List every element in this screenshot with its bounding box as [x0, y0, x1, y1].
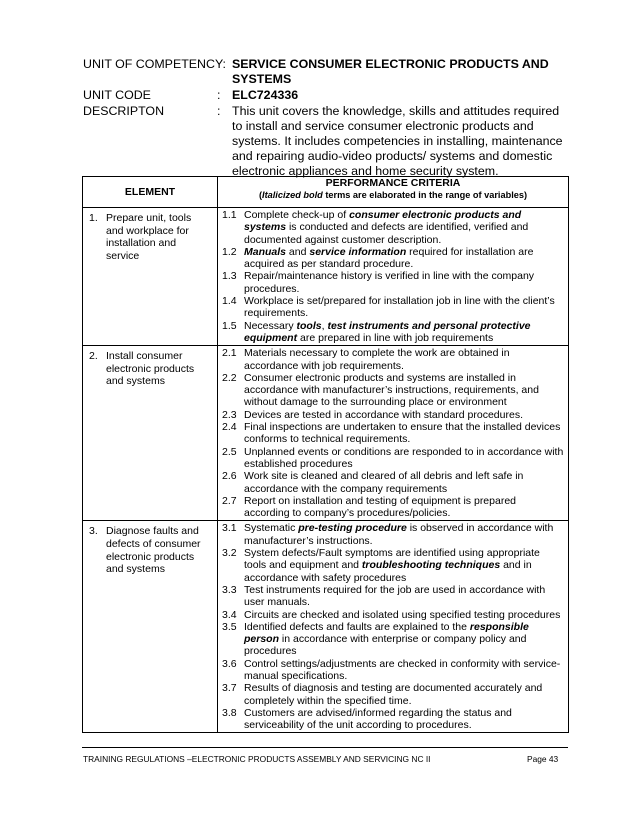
criterion-text: Test instruments required for the job are used in accordance with user manuals. [244, 583, 546, 609]
criterion-text: Manuals and service information required for installation are acquired as per standard procedure. [244, 245, 534, 271]
criteria-cell [218, 521, 569, 733]
footer-title: TRAINING REGULATIONS –ELECTRONIC PRODUCTS ASSEMBLY AND SERVICING NC II [83, 754, 431, 764]
criterion-item [222, 347, 564, 372]
element-cell [83, 346, 218, 521]
element-title: Diagnose faults and defects of consumer electronic products and systems [106, 525, 201, 576]
criterion-item [222, 547, 564, 584]
criterion-number: 3.2 [222, 547, 237, 560]
criterion-number: 3.8 [222, 706, 237, 719]
element-number: 3. [89, 525, 98, 538]
criterion-item [222, 421, 564, 446]
criterion-text: Necessary tools, test instruments and personal protective equipment are prepared in line with job requirements [244, 319, 531, 344]
criterion-number: 3.3 [222, 583, 237, 596]
criterion-text: Repair/maintenance history is verified in line with the company procedures. [244, 270, 535, 295]
criterion-text: System defects/Fault symptoms are identified using appropriate tools and equipment and troubleshooting techniques and in accordance with safety procedures [244, 547, 540, 584]
criterion-number: 2.1 [222, 347, 237, 360]
criterion-text: Control settings/adjustments are checked in conformity with service-manual specifications. [244, 657, 561, 682]
criterion-number: 3.7 [222, 682, 237, 695]
criterion-text: Systematic pre-testing procedure is observed in accordance with manufacturer’s instructions. [244, 522, 554, 547]
criterion-item [222, 372, 564, 409]
criterion-number: 1.1 [222, 209, 237, 221]
element-header: ELEMENT [83, 177, 218, 208]
criterion-item [222, 621, 564, 658]
criterion-number: 1.4 [222, 295, 237, 308]
unit-header: UNIT OF COMPETENCY: SERVICE CONSUMER ELECTRONIC PRODUCTS AND SYSTEMS UNIT CODE : ELC724336 DESCRIPTON : This unit covers the knowledge, skills and attitudes required to install and service consumer electronic products and systems. It includes competencies in installing, maintenance and repairing audio-video products/ systems and domestic electronic appliances and home security system. [83, 57, 572, 179]
criterion-item [222, 658, 564, 683]
criterion-item [222, 707, 564, 732]
criterion-text: Consumer electronic products and systems are installed in accordance with manufacturer’s instructions, requirements, and without damage to the surrounding place or environment [244, 371, 539, 409]
criterion-text: Circuits are checked and isolated using specified testing procedures [244, 608, 561, 621]
criterion-number: 3.1 [222, 522, 237, 535]
criterion-item [222, 495, 564, 520]
unit-label: UNIT OF COMPETENCY: [83, 57, 226, 71]
criteria-header: PERFORMANCE CRITERIA (Italicized bold terms are elaborated in the range of variables) [218, 177, 569, 208]
code-value: ELC724336 [232, 88, 299, 102]
element-title: Install consumer electronic products and systems [106, 350, 195, 388]
criterion-number: 2.7 [222, 494, 237, 507]
criterion-text: Final inspections are undertaken to ensure that the installed devices conforms to technical requirements. [244, 421, 561, 446]
criterion-item [222, 320, 564, 345]
unit-title: SERVICE CONSUMER ELECTRONIC PRODUCTS AND SYSTEMS [232, 57, 549, 86]
table-header-row [83, 177, 569, 208]
criterion-number: 2.5 [222, 445, 237, 458]
element-number: 2. [89, 350, 98, 363]
criterion-item [222, 470, 564, 495]
criterion-item [222, 609, 564, 621]
criterion-number: 3.5 [222, 620, 237, 633]
criterion-number: 2.2 [222, 371, 237, 384]
unit-description: This unit covers the knowledge, skills and attitudes required to install and service consumer electronic products and systems. It includes competencies in installing, maintenance and repairing audio-video products/ systems and domestic electronic appliances and home security system. [232, 104, 563, 178]
criterion-text: Report on installation and testing of equipment is prepared according to company’s procedures/policies. [244, 494, 517, 520]
criterion-number: 2.4 [222, 421, 237, 434]
page-number: Page 43 [527, 754, 559, 764]
criterion-item [222, 409, 564, 421]
criterion-item [222, 295, 564, 320]
element-title: Prepare unit, tools and workplace for installation and service [106, 212, 192, 262]
criterion-text: Customers are advised/informed regarding the status and serviceability of the unit according to procedures. [244, 706, 512, 732]
criterion-item [222, 270, 564, 295]
criteria-cell [218, 208, 569, 346]
criterion-text: Complete check-up of consumer electronic products and systems is conducted and defects are identified, verified and documented against customer description. [244, 209, 529, 246]
criterion-text: Work site is cleaned and cleared of all debris and left safe in accordance with the company requirements [244, 470, 524, 495]
criterion-text: Materials necessary to complete the work are obtained in accordance with job requirements. [244, 347, 510, 372]
criteria-cell [218, 346, 569, 521]
table-row [83, 521, 569, 733]
table-row [83, 208, 569, 346]
criterion-text: Unplanned events or conditions are responded to in accordance with established procedures [244, 445, 564, 470]
criterion-number: 1.5 [222, 319, 237, 332]
criterion-number: 1.2 [222, 245, 237, 258]
code-label: UNIT CODE [83, 88, 151, 102]
criterion-number: 1.3 [222, 270, 237, 283]
criterion-text: Identified defects and faults are explained to the responsible person in accordance with enterprise or company policy and procedures [244, 620, 529, 658]
criterion-item [222, 584, 564, 609]
element-cell [83, 208, 218, 346]
element-cell [83, 521, 218, 733]
criterion-item [222, 246, 564, 271]
criterion-number: 2.6 [222, 470, 237, 483]
criterion-number: 2.3 [222, 408, 237, 421]
criterion-text: Workplace is set/prepared for installation job in line with the client’s requirements. [244, 295, 555, 320]
criterion-number: 3.6 [222, 657, 237, 670]
table-row [83, 346, 569, 521]
criterion-item [222, 522, 564, 547]
criterion-number: 3.4 [222, 608, 237, 621]
criterion-text: Devices are tested in accordance with standard procedures. [244, 408, 523, 421]
criterion-item [222, 209, 564, 246]
criterion-item [222, 446, 564, 471]
element-number: 1. [89, 212, 98, 224]
footer-rule [82, 747, 568, 748]
criterion-item [222, 682, 564, 707]
competency-table [82, 176, 569, 733]
criterion-text: Results of diagnosis and testing are documented accurately and completely within the specified time. [244, 682, 543, 707]
desc-label: DESCRIPTON [83, 104, 165, 118]
